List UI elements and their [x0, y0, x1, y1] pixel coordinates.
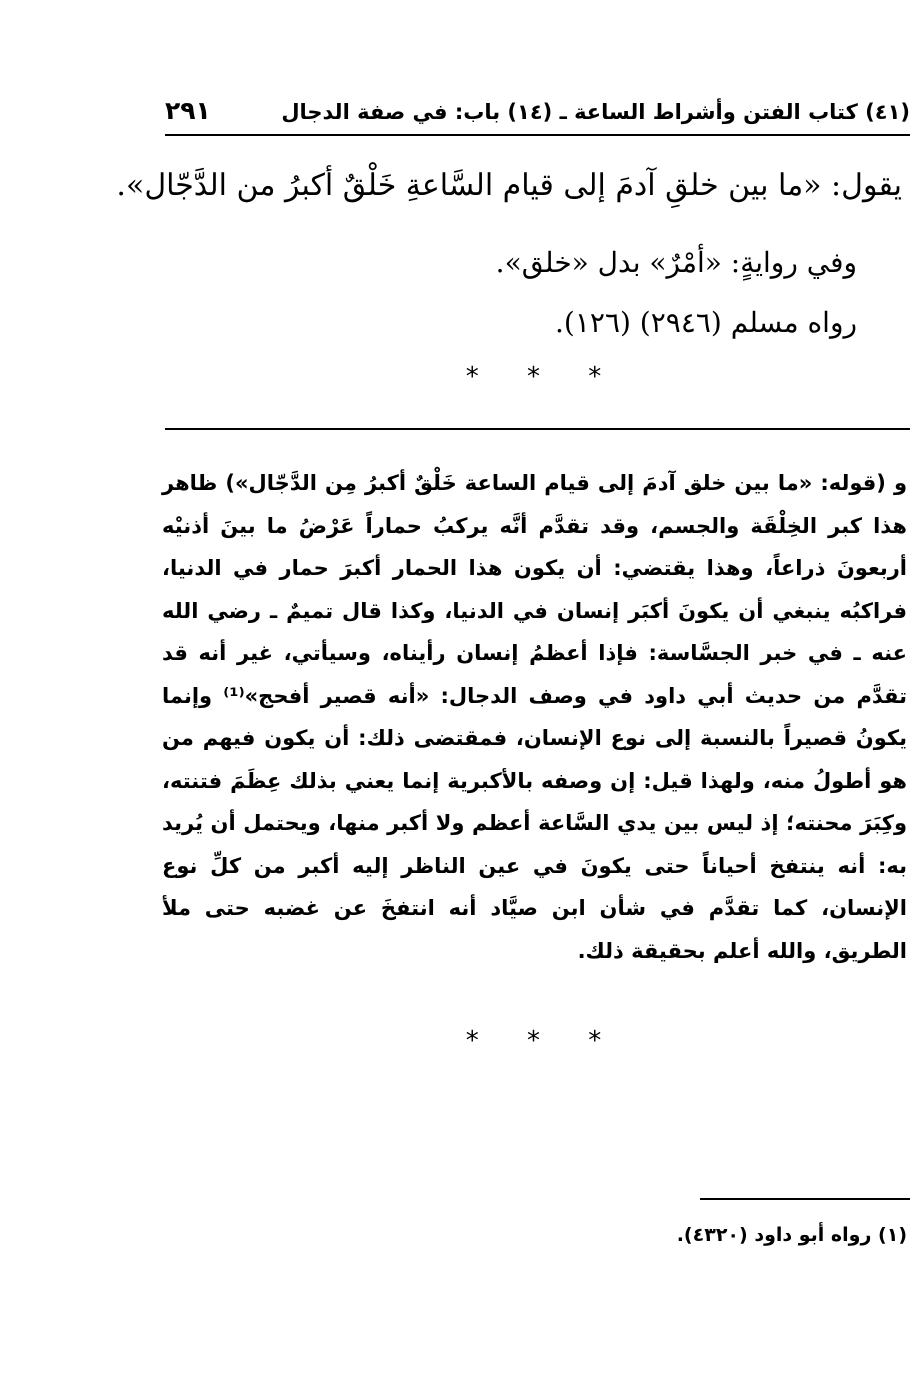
end-separator: * * * [465, 1026, 602, 1056]
hadith-text-line: يقول: «ما بين خلقِ آدمَ إلى قيام السَّاعةِ خَلْقٌ أكبرُ من الدَّجّال». [116, 168, 902, 203]
page-number: ٢٩١ [165, 96, 211, 125]
section-separator: * * * [465, 362, 602, 392]
footnote-rule [700, 1198, 910, 1200]
commentary-paragraph: و (قوله: «ما بين خلق آدمَ إلى قيام الساعة خَلْقٌ أكبرُ مِن الدَّجّال») ظاهر هذا كبر الخِلْقَة والجسم، وقد تقدَّم أنَّه يركبُ حماراً عَرْضُ ما بينَ أذنيْه أربعونَ ذراعاً، وهذا يقتضي: أن يكون هذا الحمار أكبرَ حمار في الدنيا، فراكبُه ينبغي أن يكونَ أكبَر إنسان في الدنيا، وكذا قال تميمٌ ـ رضي الله عنه ـ في خبر الجسَّاسة: فإذا أعظمُ إنسان رأيناه، وسيأتي، غير أنه قد تقدَّم من حديث أبي داود في وصف الدجال: «أنه قصير أفحج»⁽¹⁾ وإنما يكونُ قصيراً بالنسبة إلى نوع الإنسان، فمقتضى ذلك: أن يكون فيهم من هو أطولُ منه، ولهذا قيل: إن وصفه بالأكبرية إنما يعني بذلك عِظَمَ فتنته، وكِبَرَ محنته؛ إذ ليس بين يدي السَّاعة أعظم ولا أكبر منها، ويحتمل أن يُريد به: أنه ينتفخ أحياناً حتى يكونَ في عين الناظر إليه أكبر من كلِّ نوع الإنسان، كما تقدَّم في شأن ابن صيَّاد أنه انتفخَ عن غضبه حتى ملأ الطريق، والله أعلم بحقيقة ذلك. [162, 471, 907, 963]
header-rule [165, 134, 910, 136]
commentary-body [162, 462, 907, 972]
section-rule [165, 428, 910, 430]
footnote: (١) رواه أبو داود (٤٣٢٠). [676, 1224, 907, 1246]
header-title: (٤١) كتاب الفتن وأشراط الساعة ـ (١٤) باب: في صفة الدجال [281, 100, 910, 124]
hadith-source-line: رواه مسلم (٢٩٤٦) (١٢٦). [555, 306, 857, 339]
hadith-variant-line: وفي روايةٍ: «أمْرٌ» بدل «خلق». [495, 246, 857, 279]
running-header [165, 96, 910, 136]
